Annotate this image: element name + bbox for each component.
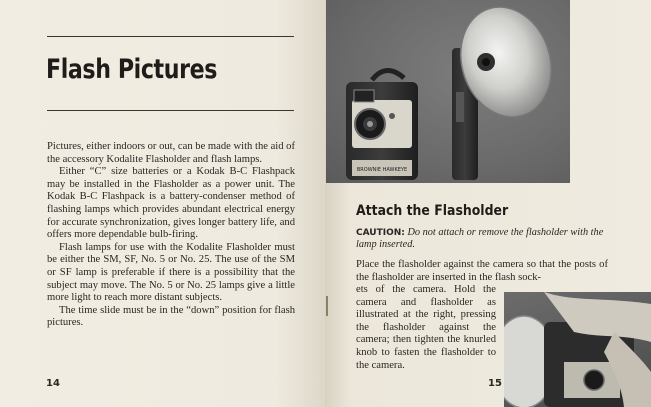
title-rule-bottom [47, 110, 294, 111]
title-rule-top [47, 36, 294, 37]
caution-note [356, 227, 606, 252]
paragraph: Pictures, either indoors or out, can be made with the aid of the accessory Kodalite Flasholder and flash lamps. [47, 141, 296, 165]
left-page [0, 0, 325, 407]
caution-text: Do not attach or remove the flasholder with the lamp inserted. [356, 227, 604, 251]
camera-body [346, 70, 418, 180]
paragraph: The time slide must be in the “down” position for flash pictures. [47, 304, 295, 329]
paragraph: Either “C” size batteries or a Kodak B-C Flashpack may be installed in the Flasholder as a power unit. The Kodak B-C Flashpack is a battery-condenser method of flashing lamps which provides abundant electrical energy for accurate synchronization, gives longer battery life, and offers more dependable bulb-firing. [47, 166, 295, 241]
binding-staple [326, 296, 328, 316]
body-text [47, 141, 295, 330]
camera-illustration [326, 0, 570, 183]
attaching-illustration [504, 292, 651, 407]
hands-attaching-photo [504, 292, 651, 407]
paragraph: Flash lamps for use with the Kodalite Flasholder must be either the SM, SF, No. 5 or No. 25. The use of the SM or SF lamp is preferable if there is a possibility that the subject may move. The No. 5 or No. 25 lamps give a little more light to reach more distant subjects. [47, 241, 295, 304]
paragraph: Place the flasholder against the camera so that the posts of the flasholder are inserted in the flash sock- [356, 259, 608, 283]
instructions-narrow [356, 284, 496, 372]
instructions-wide [356, 259, 608, 284]
flasholder [447, 0, 565, 180]
paragraph: ets of the camera. Hold the camera and flasholder as illustrated at the right, pressing the flasholder against the camera; then tighten the knurled knob to fasten the flasholder to the camera. [356, 284, 496, 371]
page-number-right: 15 [488, 378, 502, 389]
page-number-left: 14 [46, 378, 60, 389]
camera-flasholder-photo [326, 0, 570, 183]
section-heading: Attach the Flasholder [356, 203, 509, 219]
page-title: Flash Pictures [46, 54, 217, 85]
caution-label: CAUTION: [356, 228, 405, 238]
camera-label-text: BROWNIE HAWKEYE [356, 167, 408, 173]
